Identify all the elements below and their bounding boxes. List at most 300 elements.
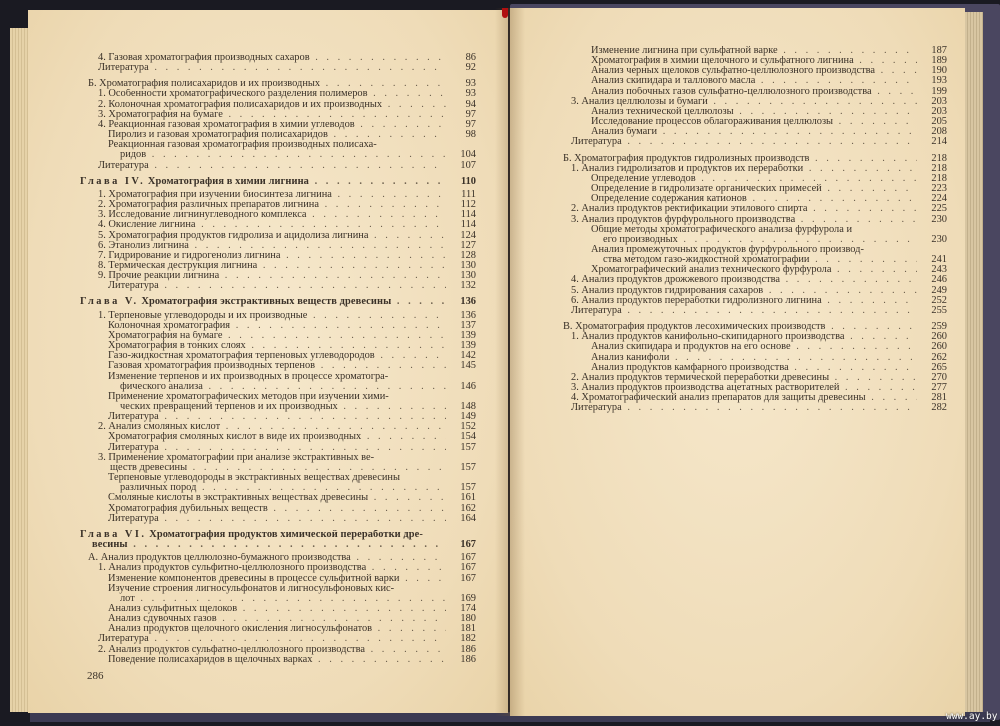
toc-chapter-entry <box>80 530 476 550</box>
chapter-label: Глава V. <box>80 297 139 308</box>
toc-page-number: 157 <box>460 482 476 494</box>
toc-page-number: 114 <box>460 209 476 221</box>
toc-page-number: 132 <box>460 280 476 292</box>
toc-entry-title <box>108 351 446 361</box>
toc-entry-title <box>591 353 917 363</box>
toc-entry-text: Изменение лигнина при сульфатной варке <box>591 46 778 56</box>
toc-entry-text: 6. Этанолиз лигнина <box>98 240 189 251</box>
toc-entry-text: Литература <box>571 137 622 148</box>
toc-page-number: 203 <box>931 105 947 117</box>
toc-entry-title <box>591 87 917 97</box>
book-spine <box>495 8 525 716</box>
toc-entry <box>80 563 476 573</box>
toc-entry <box>80 53 476 63</box>
toc-entry <box>80 261 476 271</box>
toc-entry-text: Литература <box>571 403 622 414</box>
toc-entry-title <box>98 100 446 110</box>
toc-entry-text: Анализ бумаги <box>591 127 658 138</box>
toc-entry-text: Определение содержания катионов <box>591 194 747 205</box>
toc-entry <box>563 97 947 107</box>
toc-entry <box>563 383 947 393</box>
toc-entry-text: Литература <box>108 442 159 453</box>
toc-entry-text: Определение углеводов <box>591 173 696 184</box>
toc-entry-text: Изучение строения лигносульфонатов и лигносульфоновых кис- <box>108 583 395 594</box>
toc-entry <box>563 164 947 174</box>
toc-entry-text: 2. Хроматография различных препаратов лигнина <box>98 200 319 211</box>
toc-entry <box>80 604 476 614</box>
toc-entry-title <box>108 321 446 331</box>
toc-entry <box>563 296 947 306</box>
toc-entry-title <box>571 373 917 383</box>
toc-entry-text: 3. Анализ продуктов фурфурольного производства <box>571 214 796 225</box>
toc-page-number: 181 <box>460 623 476 635</box>
toc-entry-text: 3. Применение хроматографии при анализе экстрактивных ве- <box>98 452 375 463</box>
toc-page-number: 93 <box>465 78 476 90</box>
toc-page-number: 203 <box>931 95 947 107</box>
toc-entry-title <box>571 332 917 342</box>
toc-entry <box>563 342 947 352</box>
toc-entry <box>80 614 476 624</box>
toc-entry-text: Изменение компонентов древесины в процессе сульфитной варки <box>108 573 400 584</box>
toc-entry-text: Анализ скипидара и таллового масла <box>591 76 756 87</box>
toc-entry-title <box>108 604 446 614</box>
toc-entry-title <box>591 56 917 66</box>
toc-entry <box>80 120 476 130</box>
toc-entry-title <box>98 53 446 63</box>
toc-entry-text: 1. Анализ гидролизатов и продуктов их переработки <box>571 163 804 174</box>
toc-entry <box>80 89 476 99</box>
toc-entry <box>80 161 476 171</box>
toc-page-number: 190 <box>931 65 947 77</box>
toc-page-number: 124 <box>460 229 476 241</box>
toc-entry <box>80 210 476 220</box>
toc-entry-text: Анализ скипидара и продуктов на его основе <box>591 342 791 353</box>
toc-page-number: 136 <box>460 296 476 308</box>
toc-page-number: 164 <box>460 512 476 524</box>
toc-entry-text: 1. Терпеновые углеводороды и их производные <box>98 310 308 321</box>
toc-entry-title <box>591 117 917 127</box>
toc-entry-title <box>571 97 917 107</box>
toc-entry-text: Газовая хроматография производных терпенов <box>108 361 316 372</box>
toc-entry-title <box>591 107 917 117</box>
toc-page-number: 152 <box>460 421 476 433</box>
toc-entry <box>563 117 947 127</box>
toc-entry-title <box>108 341 446 351</box>
toc-page-number: 259 <box>931 321 947 333</box>
toc-entry-text: 1. Анализ продуктов сульфитно-целлюлозного производства <box>98 563 367 574</box>
toc-entry-text: Литература <box>98 63 149 74</box>
toc-page-number: 104 <box>460 149 476 161</box>
toc-page-number: 262 <box>931 351 947 363</box>
toc-entry-title <box>591 225 917 245</box>
toc-entry <box>80 473 476 493</box>
toc-entry <box>80 100 476 110</box>
toc-page-number: 255 <box>931 304 947 316</box>
chapter-label: Глава VI. <box>80 529 147 540</box>
toc-entry-title <box>98 241 446 251</box>
toc-entry-text: 4. Газовая хроматография производных сахаров <box>98 53 310 63</box>
toc-page-number: 137 <box>460 319 476 331</box>
toc-entry-title <box>591 194 917 204</box>
toc-entry-title <box>591 46 917 56</box>
toc-page-number: 92 <box>465 62 476 74</box>
toc-page-number: 189 <box>931 55 947 67</box>
toc-page-number: 187 <box>931 45 947 56</box>
toc-entry-text: Анализ продуктов щелочного окисления лигносульфонатов <box>108 624 373 635</box>
toc-entry <box>563 332 947 342</box>
toc-entry-title <box>80 297 446 307</box>
toc-page-number: 86 <box>465 52 476 63</box>
table-of-contents-right <box>563 46 947 413</box>
toc-entry <box>80 504 476 514</box>
toc-entry-title <box>98 110 446 120</box>
toc-page-number: 130 <box>460 259 476 271</box>
toc-page-number: 157 <box>460 461 476 473</box>
toc-entry-title <box>88 553 446 563</box>
toc-entry-title <box>108 331 446 341</box>
toc-entry-title <box>591 184 917 194</box>
toc-entry-title <box>98 120 446 130</box>
toc-entry-continuation: различных пород . . . <box>108 483 446 493</box>
toc-entry-title <box>591 174 917 184</box>
toc-entry-text: Хроматография на бумаге <box>108 330 223 341</box>
toc-entry-title <box>98 231 446 241</box>
toc-page-number: 130 <box>460 270 476 282</box>
toc-entry-text: Общие методы хроматографического анализа фурфурола и <box>591 224 853 235</box>
toc-entry-text: Б. Хроматография полисахаридов и их производных <box>88 79 321 90</box>
toc-entry-text: Анализ сульфитных щелоков <box>108 603 238 614</box>
toc-entry-text: Хроматография в химии лигнина <box>147 176 309 187</box>
bookmark-ribbon <box>502 8 508 18</box>
toc-entry-text: 3. Исследование лигнинуглеводного комплекса <box>98 210 307 221</box>
toc-entry-title <box>591 76 917 86</box>
toc-page-number: 193 <box>931 75 947 87</box>
toc-page-number: 145 <box>460 360 476 372</box>
toc-entry-title <box>108 504 446 514</box>
toc-entry-title <box>571 306 917 316</box>
toc-entry-text: Хроматография дубильных веществ <box>108 503 268 514</box>
toc-entry <box>563 174 947 184</box>
toc-entry <box>563 322 947 332</box>
toc-page-number: 223 <box>931 183 947 195</box>
toc-entry-title <box>108 584 446 604</box>
toc-entry <box>563 76 947 86</box>
toc-entry <box>563 46 947 56</box>
toc-entry-title <box>571 204 917 214</box>
toc-page-number: 218 <box>931 172 947 184</box>
toc-entry-text: Анализ технической целлюлозы <box>591 106 734 117</box>
toc-entry-title <box>108 443 446 453</box>
toc-entry-title <box>98 634 446 644</box>
toc-entry-text: 4. Окисление лигнина <box>98 220 196 231</box>
toc-entry <box>80 220 476 230</box>
toc-entry-title <box>98 89 446 99</box>
toc-page-number: 174 <box>460 602 476 614</box>
toc-entry-text: Литература <box>108 281 159 292</box>
toc-entry <box>563 306 947 316</box>
toc-entry-continuation: ридов . . . <box>108 150 446 160</box>
toc-entry-title <box>571 296 917 306</box>
toc-page-number: 270 <box>931 371 947 383</box>
toc-entry-title <box>98 210 446 220</box>
toc-entry-text: 7. Гидрирование и гидрогенолиз лигнина <box>98 250 281 261</box>
toc-entry-text: Смоляные кислоты в экстрактивных веществах древесины <box>108 493 369 504</box>
toc-entry-title <box>108 614 446 624</box>
toc-entry <box>80 514 476 524</box>
toc-page-number: 252 <box>931 294 947 306</box>
toc-page-number: 230 <box>931 213 947 225</box>
toc-entry <box>80 372 476 392</box>
toc-entry <box>80 443 476 453</box>
toc-entry-text: 3. Анализ целлюлозы и бумаги <box>571 96 708 107</box>
toc-page-number: 110 <box>460 175 476 187</box>
toc-entry-title <box>98 251 446 261</box>
toc-entry-continuation: весины . . . <box>80 540 446 550</box>
toc-page-number: 224 <box>931 193 947 205</box>
toc-entry-text: Хроматография в тонких слоях <box>108 341 246 352</box>
toc-entry <box>80 553 476 563</box>
toc-entry-title <box>88 79 446 89</box>
toc-page-number: 167 <box>460 552 476 564</box>
toc-page-number: 277 <box>931 382 947 393</box>
toc-entry-title <box>591 265 917 275</box>
table-of-contents-left <box>80 53 476 665</box>
toc-entry-text: 5. Хроматография продуктов гидролиза и ацидолиза лигнина <box>98 230 369 241</box>
toc-page-number: 167 <box>460 562 476 574</box>
toc-entry-text: 2. Анализ продуктов ректификации этилового спирта <box>571 204 808 215</box>
toc-page-number: 167 <box>460 539 476 551</box>
toc-page-number: 149 <box>460 411 476 423</box>
toc-entry-title <box>98 453 446 473</box>
toc-page-number: 114 <box>460 219 476 231</box>
toc-entry-title <box>108 574 446 584</box>
toc-entry-title <box>571 164 917 174</box>
toc-entry <box>80 79 476 89</box>
toc-entry-title <box>591 342 917 352</box>
toc-page-number: 182 <box>460 633 476 645</box>
toc-page-number: 169 <box>460 592 476 604</box>
toc-entry <box>80 453 476 473</box>
toc-page-number: 218 <box>931 152 947 164</box>
toc-entry-title <box>108 361 446 371</box>
toc-entry <box>80 392 476 412</box>
toc-entry-text: Анализ побочных газов сульфатно-целлюлозного производства <box>591 86 872 97</box>
toc-entry-text: В. Хроматография продуктов лесохимических производств <box>563 322 826 333</box>
toc-entry-text: 4. Анализ продуктов дрожжевого производства <box>571 275 780 286</box>
toc-entry-title <box>108 655 446 665</box>
toc-page-number: 127 <box>460 239 476 251</box>
toc-page-number: 230 <box>931 233 947 245</box>
toc-entry <box>80 271 476 281</box>
toc-entry <box>80 493 476 503</box>
toc-entry-text: Пиролиз и газовая хроматография полисахаридов <box>108 130 328 141</box>
toc-page-number: 260 <box>931 331 947 343</box>
toc-page-number: 136 <box>460 309 476 321</box>
toc-entry <box>563 403 947 413</box>
toc-page-number: 94 <box>465 98 476 110</box>
toc-page-number: 186 <box>460 653 476 665</box>
toc-entry <box>563 286 947 296</box>
toc-entry-text: Газо-жидкостная хроматография терпеновых углеводородов <box>108 351 375 362</box>
toc-entry-text: Изменение терпенов и их производных в процессе хроматогра- <box>108 371 389 382</box>
toc-page-number: 139 <box>460 340 476 352</box>
toc-chapter-entry <box>80 297 476 307</box>
toc-page-number: 148 <box>460 401 476 412</box>
toc-entry-text: Хроматография экстрактивных веществ древесины <box>141 297 392 308</box>
toc-entry-continuation: его производных . . . <box>591 235 917 245</box>
toc-page-number: 225 <box>931 203 947 215</box>
toc-entry-text: Литература <box>571 305 622 316</box>
toc-entry <box>80 351 476 361</box>
toc-page-number: 111 <box>461 188 476 200</box>
toc-entry-title <box>108 432 446 442</box>
toc-page-number: 139 <box>460 329 476 341</box>
toc-entry-text: Анализ продуктов камфарного производства <box>591 362 789 373</box>
toc-entry-title <box>98 311 446 321</box>
toc-entry <box>80 331 476 341</box>
toc-entry <box>563 107 947 117</box>
watermark: www.ay.by <box>946 711 998 722</box>
toc-page-number: 167 <box>460 572 476 584</box>
toc-page-number: 146 <box>460 380 476 392</box>
toc-entry-title <box>108 493 446 503</box>
toc-page-number: 161 <box>460 492 476 504</box>
toc-entry-title <box>108 473 446 493</box>
toc-entry-title <box>80 177 446 187</box>
toc-entry <box>563 275 947 285</box>
toc-entry-text: 2. Колоночная хроматография полисахаридов и их производных <box>98 99 383 110</box>
toc-entry-title <box>108 412 446 422</box>
toc-entry-title <box>563 154 917 164</box>
toc-entry <box>80 321 476 331</box>
toc-entry <box>563 87 947 97</box>
toc-entry-text: Поведение полисахаридов в щелочных варках <box>108 654 313 665</box>
toc-page-number: 243 <box>931 264 947 276</box>
toc-entry-title <box>108 130 446 140</box>
toc-entry <box>80 190 476 200</box>
toc-entry-text: 1. Особенности хроматографического разделения полимеров <box>98 89 368 100</box>
toc-entry-title <box>98 190 446 200</box>
toc-entry <box>563 154 947 164</box>
toc-chapter-entry <box>80 177 476 187</box>
toc-entry-title <box>80 530 446 550</box>
toc-entry-title <box>591 245 917 265</box>
toc-page-number: 142 <box>460 350 476 362</box>
toc-entry-text: 5. Анализ продуктов гидрирования сахаров <box>571 285 764 296</box>
toc-entry <box>80 624 476 634</box>
toc-entry-text: Определение в гидролизате органических примесей <box>591 184 822 195</box>
page-number: 286 <box>87 670 104 682</box>
toc-entry-text: 1. Анализ продуктов канифольно-скипидарного производства <box>571 332 845 343</box>
toc-page-number: 218 <box>931 162 947 174</box>
toc-entry-title <box>108 281 446 291</box>
toc-page-number: 128 <box>460 249 476 261</box>
toc-entry <box>563 127 947 137</box>
toc-entry-title <box>98 563 446 573</box>
toc-page-number: 282 <box>931 402 947 414</box>
page-edges-right <box>965 12 983 712</box>
toc-entry <box>563 137 947 147</box>
toc-entry-continuation: лот . . . <box>108 594 446 604</box>
toc-entry <box>80 574 476 584</box>
toc-entry-text: 2. Анализ смоляных кислот <box>98 422 221 433</box>
toc-entry-title <box>571 215 917 225</box>
toc-entry-text: 1. Хроматография при изучении биосинтеза лигнина <box>98 189 332 200</box>
toc-page-number: 97 <box>465 108 476 120</box>
toc-page-number: 249 <box>931 284 947 296</box>
chapter-label: Глава IV. <box>80 176 146 187</box>
toc-entry-text: 9. Прочие реакции лигнина <box>98 271 220 282</box>
toc-entry-text: Хроматография в химии щелочного и сульфатного лигнина <box>591 56 854 67</box>
toc-page-number: 97 <box>465 118 476 130</box>
toc-entry <box>563 393 947 403</box>
toc-entry-title <box>563 322 917 332</box>
toc-entry-title <box>98 261 446 271</box>
toc-entry <box>80 130 476 140</box>
toc-entry-title <box>108 140 446 160</box>
toc-page-number: 246 <box>931 274 947 286</box>
toc-entry <box>563 66 947 76</box>
toc-entry-text: Реакционная газовая хроматография производных полисаха- <box>108 140 377 151</box>
toc-page-number: 260 <box>931 341 947 353</box>
toc-page-number: 241 <box>931 254 947 266</box>
toc-page-number: 199 <box>931 85 947 97</box>
toc-entry-title <box>108 392 446 412</box>
toc-page-number: 112 <box>460 199 476 211</box>
toc-entry <box>80 231 476 241</box>
toc-entry-title <box>108 514 446 524</box>
toc-entry <box>563 204 947 214</box>
toc-entry-title <box>98 422 446 432</box>
toc-entry <box>80 341 476 351</box>
toc-entry <box>563 215 947 225</box>
toc-entry <box>563 225 947 245</box>
toc-page-number: 180 <box>460 613 476 625</box>
toc-entry-text: Хроматография продуктов химической переработки дре- <box>149 529 423 540</box>
toc-entry-text: 3. Анализ продуктов производства ацетатных растворителей <box>571 383 840 393</box>
toc-entry-text: Литература <box>108 513 159 524</box>
toc-entry <box>80 645 476 655</box>
toc-entry-text: Литература <box>98 634 149 645</box>
toc-page-number: 98 <box>465 129 476 141</box>
toc-entry-title <box>98 271 446 281</box>
toc-entry <box>563 184 947 194</box>
toc-entry-continuation: ческих превращений терпенов и их производных . . . <box>108 402 446 412</box>
toc-entry-title <box>571 403 917 413</box>
toc-entry <box>80 412 476 422</box>
toc-entry-title <box>98 220 446 230</box>
toc-entry <box>80 584 476 604</box>
toc-entry-title <box>591 363 917 373</box>
toc-entry-text: А. Анализ продуктов целлюлозно-бумажного производства <box>88 553 351 564</box>
toc-entry <box>563 245 947 265</box>
toc-entry-text: Исследование процессов облагораживания целлюлозы <box>591 117 834 128</box>
toc-page-number: 281 <box>931 392 947 404</box>
toc-entry <box>563 265 947 275</box>
toc-entry-text: 4. Реакционная газовая хроматография в химии углеводов <box>98 119 355 130</box>
toc-entry-title <box>98 161 446 171</box>
toc-entry-text: Применение хроматографических методов при изучении хими- <box>108 391 389 402</box>
toc-entry-continuation: ства методом газо-жидкостной хроматографии . . . <box>591 255 917 265</box>
toc-entry <box>80 432 476 442</box>
toc-entry <box>80 110 476 120</box>
toc-entry <box>80 311 476 321</box>
toc-entry-text: Колоночная хроматография <box>108 320 231 331</box>
toc-page-number: 93 <box>465 88 476 100</box>
toc-entry <box>563 363 947 373</box>
toc-entry <box>80 361 476 371</box>
toc-entry-text: Хроматографический анализ технического фурфурола <box>591 265 832 276</box>
